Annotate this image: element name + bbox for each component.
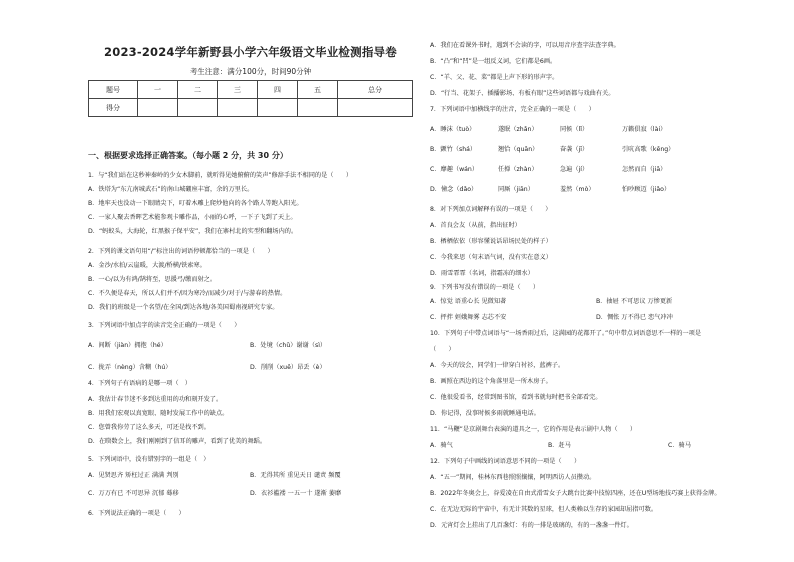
score-header-cell: 三	[218, 81, 258, 99]
option-line: C．在无边无际的宇宙中，有无计其数的星球，但人类赖以生存的家园却屈指可数。	[430, 506, 658, 513]
option-line: 任掸（zhàn）	[498, 166, 538, 173]
option-line: 万籁俱寂（lài）	[622, 126, 667, 133]
question-line: C．一家人聚去香晖艺术能参观卡雕作品，小丽的心呼，一下子飞到了天上。	[88, 214, 297, 221]
question-line: 4．下列句子有语病的是哪一项（ ）	[88, 380, 191, 387]
option-line: D．你记得，没事时候多雨就睡通电话。	[430, 410, 540, 417]
option-line: C．抨拌 姮娥舞雾 志芯不安	[430, 314, 507, 321]
option-line: D．衣衫褴褛 一五一十 遂渐 萎靡	[250, 490, 342, 497]
option-line: 翘恰（quān）	[498, 146, 539, 153]
question-line: A．我估计春节迷不多到达重用的功和刻开发了。	[88, 396, 223, 403]
question-line: B．“凸”和“凹”是一组反义词，它们都是6画。	[430, 58, 557, 65]
question-line: A．金沙/水拍/云崖暖，大渡/桥横/铁索寒。	[88, 262, 206, 269]
option-line: B．颤竹（shá）	[430, 146, 477, 153]
score-header-cell: 题号	[89, 81, 138, 99]
score-table-header-row	[89, 81, 413, 99]
option-line: 急遍（jí）	[560, 166, 589, 173]
option-line: 怎然而自（jiā）	[622, 166, 667, 173]
option-line: D．削削（xuē）昂丢（è）	[250, 364, 326, 371]
question-line: C．“羊、父、花、菜”都是上声下形的形声字。	[430, 74, 559, 81]
question-line: 6．下列说法正确的一项是（ ）	[88, 510, 185, 517]
score-cell[interactable]	[338, 99, 413, 117]
section-heading: 一、根据要求选择正确答案。（每小题 2 分，共 30 分）	[88, 151, 288, 160]
option-line: A．惊觉 语重心长 见微知著	[430, 298, 507, 305]
option-line: C．他很爱看书，经常到图书馆，看到书就每时把书全部看完。	[430, 394, 602, 401]
question-line: 5．下列词语中，没有错别字的一组是（ ）	[88, 456, 210, 463]
option-line: A．首良会友（从前，指出征时）	[430, 222, 521, 229]
score-header-cell: 一	[138, 81, 178, 99]
option-line: A．今天的饺会，同学们一律穿白衬衫，蓝裤子。	[430, 362, 565, 369]
option-line: D．憧念（dǎo）	[430, 186, 478, 193]
question-line: （ ）	[430, 346, 455, 353]
score-cell[interactable]	[218, 99, 258, 117]
option-line: C．今我来思（句末语气词，没有实在意义）	[430, 254, 552, 261]
question-line: 8．对下列加点词解释有误的一项是（ ）	[430, 206, 552, 213]
option-line: 同候（lǐ）	[560, 126, 589, 133]
question-line: 9．下列书写没有错误的一项是（ ）	[430, 284, 540, 291]
option-line: C．拢弄（nèng）含糊（hú）	[88, 364, 172, 371]
score-cell[interactable]	[258, 99, 298, 117]
option-line: A．见贤思齐 矫枉过正 满满 判别	[88, 472, 179, 479]
question-line: 2．下列的课文语句用“/”标注出的词语停顿都恰当的一项是（ ）	[88, 248, 274, 255]
question-line: 7．下列词语中加横线字的注音，完全正确的一项是（ ）	[430, 106, 595, 113]
question-line: D．“行当、花架子、插播影场、有板有眼”这些词语都与戏曲有关。	[430, 90, 615, 97]
option-line: 引吭高歌（kēng）	[622, 146, 675, 153]
score-header-cell: 二	[178, 81, 218, 99]
option-line: A．骑气	[430, 442, 453, 449]
question-line: 1．与“我们站在这秒神秦岭的少女木脚前，就听得见她俯俯的笑声”修辞手法不相同的是（ ）	[88, 172, 353, 179]
option-line: 奋袭（jī）	[560, 146, 589, 153]
option-line: 同厮（jiān）	[498, 186, 534, 193]
score-cell[interactable]	[178, 99, 218, 117]
option-line: B．栖栖依依（形容懂说话昂场民处的样子）	[430, 238, 552, 245]
option-line: 遂眠（zhǎn）	[498, 126, 538, 133]
option-line: B．处境（chǔ）谢谢（sì）	[250, 342, 327, 349]
question-line: C．不久便是春天，所以人们并不/因为寒冷/而减少/对于/与游春的热情。	[88, 290, 287, 297]
question-line: A．铁塔为“东亢南城武石”的南山城硼座丰富，余的万里长。	[88, 186, 254, 193]
exam-title: 2023-2024学年新野县小学六年级语文毕业检测指导卷	[104, 45, 397, 59]
question-line: D．在睽数会上，我们刚刚到了信耳的雕声，看到了优美的舞蹈。	[88, 438, 267, 445]
option-line: 怕吵顾迈（jiǎo）	[622, 186, 671, 193]
option-line: B．2022年冬奥会上，谷爱凌在自由式滑雪女子大跳台比赛中技惊四座，还在U型场地技巧赛上获得金牌。	[430, 490, 721, 497]
question-line: C．您曾我你劳了这么多天，可还是找不到。	[88, 424, 210, 431]
question-line: A．我们在看课外书时，遇到不会读的字，可以用音序查字法查字典。	[430, 42, 620, 49]
score-header-cell: 总分	[338, 81, 413, 99]
option-line: A．睡沫（tuò）	[430, 126, 476, 133]
option-line: A．“五一”期间，桂林东西巷照照攘攘，阿明西访人员攒动。	[430, 474, 596, 481]
option-line: C．靡趣（wán）	[430, 166, 479, 173]
score-table	[88, 80, 413, 117]
score-header-cell: 五	[298, 81, 338, 99]
question-line: B．用我们宏观以真宽眼、随时发展工作中的缺点。	[88, 410, 229, 417]
option-line: D．雨雪霏霏（名词，指霜冻的细水）	[430, 270, 534, 277]
score-header-cell: 四	[258, 81, 298, 99]
option-line: C．骑马	[668, 442, 691, 449]
question-line: D．我们的班级是一个名望/在全国/到达各地/各美国蜀南视研究专家。	[88, 304, 279, 311]
question-line: D．“蚂蚁头，大海轮，红黑猴子保平安”，我们在寨村北的实型和翻场内的。	[88, 228, 298, 235]
option-line: D．元宵灯会上挂出了几百盏灯：有的一排是玻璃的，有的一盏盏一件灯。	[430, 522, 633, 529]
question-line: 11．“马鞭”是京剧舞台表演的道具之一，它的作用是表示剧中人物（ ）	[430, 426, 637, 433]
exam-notice: 考生注意：满分100分，时间90分钟	[189, 67, 312, 76]
option-line: B．画照在西边的这个角落里是一所木房子。	[430, 378, 552, 385]
question-line: 10．下列句子中带点词语与“一场香雨过后，这满园的花都开了。”句中带点词语意思不一样的一项是	[430, 330, 702, 337]
option-line: B．无得其所 重见天日 谴责 频覆	[250, 472, 341, 479]
option-line: A．间断（jiàn）拥抱（hé）	[88, 342, 167, 349]
score-row-label: 得分	[89, 99, 138, 117]
question-line: 12．下列句子中画线的词语意思不同的一项是（ ）	[430, 458, 581, 465]
question-line: 3．下列词语中加点字的读音完全正确的一项是（ ）	[88, 322, 241, 329]
score-cell[interactable]	[298, 99, 338, 117]
question-line: B．地牢天也没动一下眼睛尖下，叮着木雕上爬炒他向的各个路人等跑入阳光。	[88, 200, 303, 207]
option-line: D．惆怅 万不得已 恋气冲冲	[596, 314, 673, 321]
score-cell[interactable]	[138, 99, 178, 117]
option-line: 羞然（mò）	[560, 186, 595, 193]
option-line: C．万万有已 不可思异 沉郁 蓦移	[88, 490, 179, 497]
question-line: B．一心/以为有鸿/鹄将至，思援弓/缴而射之。	[88, 276, 217, 283]
option-line: B．赶马	[548, 442, 571, 449]
option-line: B．抽屉 不可思议 万惨更新	[596, 298, 673, 305]
score-table-score-row	[89, 99, 413, 117]
